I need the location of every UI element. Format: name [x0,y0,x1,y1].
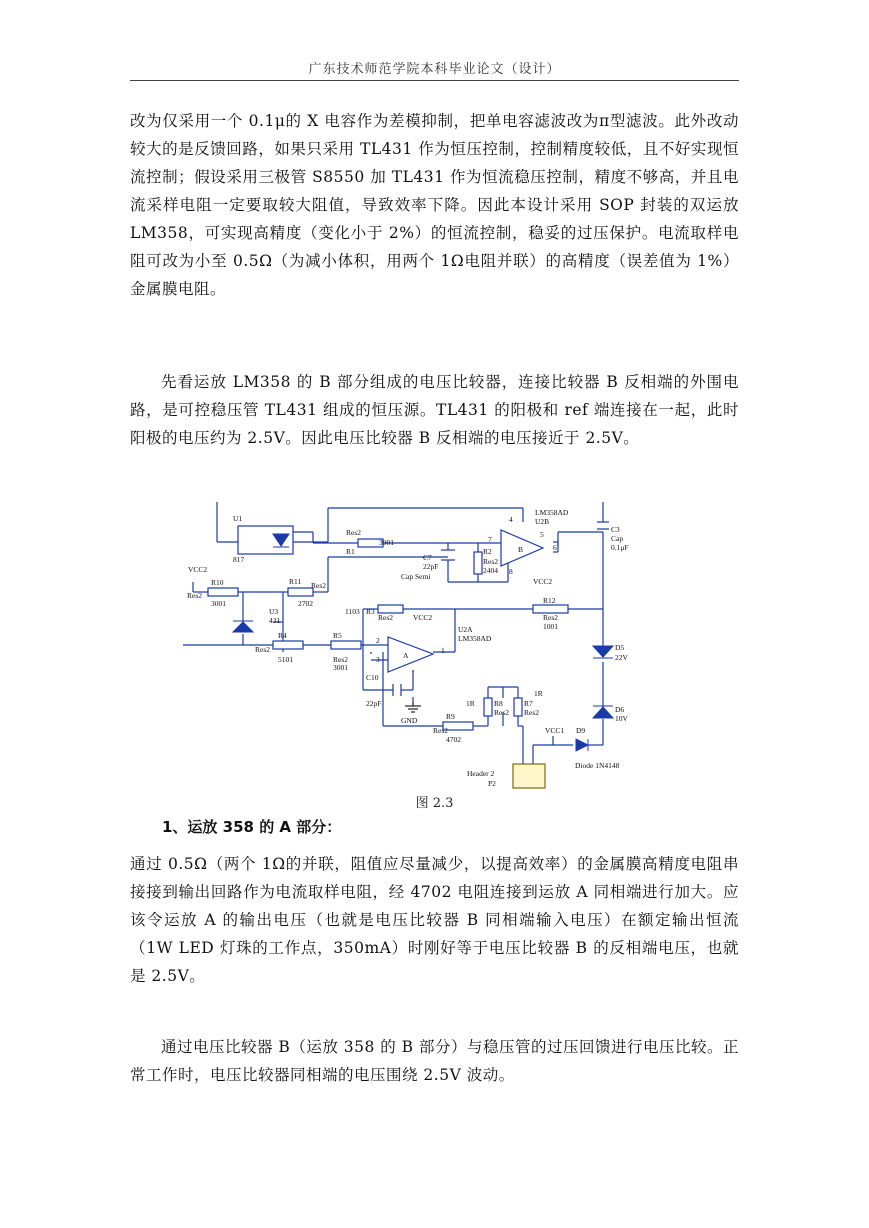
label-u1: U1 [233,514,243,523]
resistor-r12 [533,605,568,613]
label-r8-val: 1R [466,699,475,708]
resistor-r4 [273,641,303,649]
circuit-schematic [183,502,643,792]
label-d6: D6 [615,705,625,714]
label-c7: C7 [423,553,432,562]
label-d6-val: 10V [615,714,628,723]
resistor-r5 [331,641,361,649]
label-vcc2-left: VCC2 [188,565,208,574]
label-d5-val: 22V [615,653,628,662]
label-r4-type: Res2 [255,645,270,654]
label-c3-val: 0.1μF [611,543,629,552]
label-res2-left: Res2 [187,591,202,600]
label-u2b: U2B [535,517,550,526]
components [208,526,568,788]
label-c7-type: Cap Semi [401,572,431,581]
header-p2 [513,764,545,788]
label-r5-val: 3001 [333,663,348,672]
resistor-r3 [378,605,403,613]
label-u2a-sym: A [403,651,409,660]
label-r3: R3 [366,607,375,616]
label-c3: C3 [611,525,620,534]
label-r10: R10 [211,578,224,587]
paragraph-4: 通过电压比较器 B（运放 358 的 B 部分）与稳压管的过压回馈进行电压比较。正常工作时，电压比较器同相端的电压围绕 2.5V 波动。 [130,1038,740,1084]
label-r12: R12 [543,596,556,605]
label-u3-part: 431 [269,616,281,625]
paragraph-3: 通过 0.5Ω（两个 1Ω的并联，阻值应尽量减少，以提高效率）的金属膜高精度电阻串接接到输出回路作为电流取样电阻，经 4702 电阻连接到运放 A 同相端进行加大。应该令运放 A 的输出电压（也就是电压比较器 B 同相端输入电压）在额定输出恒流（1W LED 灯珠的工作点，350mA）时刚好等于电压比较器 B 的反相端电压，也就是 2.5V。 [130,855,739,985]
label-r2-type: Res2 [483,557,498,566]
label-u2b-part: LM358AD [535,508,569,517]
section-heading: 1、运放 358 的 A 部分： [162,818,342,836]
label-pin8: 8 [509,567,513,576]
label-r1-val: 3901 [379,538,394,547]
label-pin3: 3 [376,655,380,664]
label-u2a: U2A [458,625,473,634]
label-r4: R4 [278,631,287,640]
label-r7-type: Res2 [524,708,539,717]
label-r8: R8 [494,699,503,708]
header-rule [130,80,739,81]
label-pin1: 1 [441,646,445,655]
page-header: 广东技术师范学院本科毕业论文（设计） [308,62,561,77]
label-u2a-part: LM358AD [458,634,492,643]
label-r5-type: Res2 [333,655,348,664]
label-r1-type: Res2 [346,528,361,537]
label-c10-val: 22pF [366,699,382,708]
resistor-r2 [474,552,482,574]
label-pin7: 7 [488,535,492,544]
figure-caption: 图 2.3 [415,796,454,811]
label-pin5: 5 [540,530,544,539]
label-r7: R7 [524,699,533,708]
label-pin6: 6 [553,543,557,552]
label-r11-val: 2702 [298,599,313,608]
label-r1: R1 [346,547,355,556]
resistor-r11 [288,588,313,596]
label-r2: R2 [483,547,492,556]
label-r11: R11 [289,577,302,586]
label-r4-val: 5101 [278,655,293,664]
ground-symbol [405,702,421,712]
label-r8-type: Res2 [494,708,509,717]
resistor-r10 [208,588,238,596]
label-pin4: 4 [509,515,513,524]
label-d9-type: Diode 1N4148 [575,761,620,770]
label-r3-type: Res2 [378,613,393,622]
label-c10: C10 [366,673,379,682]
label-r12-val: 1001 [543,622,558,631]
opamp-u2a [388,637,433,672]
label-u3: U3 [269,607,279,616]
label-r3-val: 1103 [345,607,360,616]
paragraph-2: 先看运放 LM358 的 B 部分组成的电压比较器，连接比较器 B 反相端的外围电路，是可控稳压管 TL431 组成的恒压源。TL431 的阳极和 ref 端连接在一起，此时阳极的电压约为 2.5V。因此电压比较器 B 反相端的电压接近于 2.5V。 [130,373,739,447]
label-r12-type: Res2 [543,613,558,622]
label-vcc2-a: VCC2 [413,613,433,622]
label-r9: R9 [446,712,455,721]
resistor-r8 [484,698,492,716]
paragraph-1: 改为仅采用一个 0.1μ的 X 电容作为差模抑制，把单电容滤波改为π型滤波。此外改动较大的是反馈回路，如果只采用 TL431 作为恒压控制，控制精度较低，且不好实现恒流控制；假设采用三极管 S8550 加 TL431 作为恒流稳压控制，精度不够高，并且电流采样电阻一定要取较大阻值，导致效率下降。因此本设计采用 SOP 封装的双运放 LM358，可实现高精度（变化小于 2%）的恒流控制，稳妥的过压保护。电流取样电阻可改为小至 0.5Ω（为减小体积，用两个 1Ω电阻并联）的高精度（误差值为 1%）金属膜电阻。 [130,112,739,298]
label-u2b-sym: B [518,545,524,554]
label-r11-type: Res2 [311,581,326,590]
label-pin2: 2 [376,636,380,645]
schematic-svg [183,502,643,792]
label-p2: P2 [488,779,496,788]
label-r9-val: 4702 [446,735,461,744]
label-d5: D5 [615,643,625,652]
label-header: Header 2 [467,769,495,778]
label-r2-val: 2404 [483,566,498,575]
label-u1-part: 817 [233,555,245,564]
label-r9-type: Res2 [433,726,448,735]
label-d9: D9 [576,726,586,735]
label-r7-val: 1R [534,689,543,698]
label-gnd: GND [401,716,418,725]
resistor-r7 [514,698,522,716]
label-c3-type: Cap [611,534,624,543]
label-vcc2-b: VCC2 [533,577,553,586]
label-vcc1: VCC1 [545,726,565,735]
label-c7-val: 22pF [423,562,439,571]
label-r5: R5 [333,631,342,640]
label-r10-val: 3001 [211,599,226,608]
